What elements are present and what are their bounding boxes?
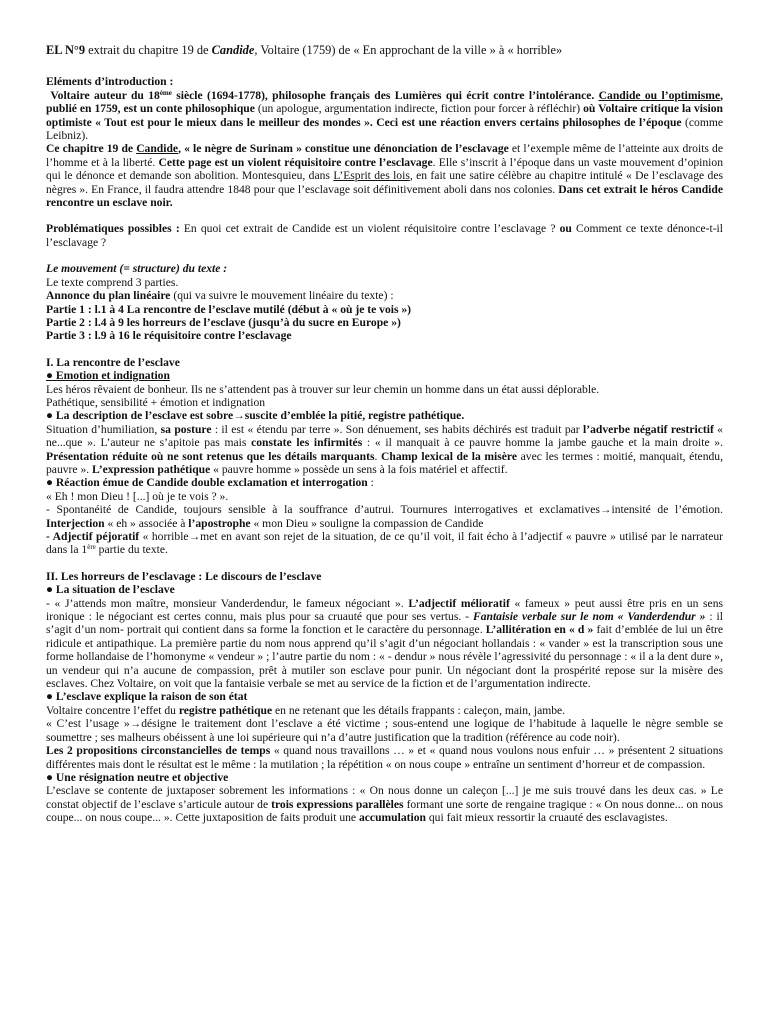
section-2-situation: - « J’attends mon maître, monsieur Vanderdendur, le fameux négociant ». L’adjectif mélioratif « fameux » peut aussi être pris en un sens ironique : le négociant est certes connu, mais plus pour sa cruauté que pour ses vertus. - Fantaisie verbale sur le nom « Vanderdendur » : il s’agit d’un nom- portrait qui contient dans sa forme la fonction et le caractère du personnage. L’allitération en « d » fait d’emblée de lui un être ridicule et antipathique. La première partie du nom nous apprend qu’il s’agit d’un négociant hollandais : « vander » est la transcription sous une forme hollandaise de l’homonyme « vendeur » ; l’autre partie du nom : « - dendur » nous révèle l’agressivité du personnage : « il a la dent dure », un vendeur qui n’a aucune de compassion, prêt à mutiler son esclave pour punir. Un négociant dont la prospérité repose sur la misère des esclaves. Chez Voltaire, on voit que la fantaisie verbale se met au service de la fiction et de l’argumentation indirecte. (46, 596, 724, 691)
section-2-sub-3: ● Une résignation neutre et objective (46, 770, 229, 784)
section-2-sub-1: ● La situation de l’esclave (46, 583, 175, 597)
section-2-registre: Voltaire concentre l’effet du registre pathétique en ne retenant que les détails frappants : caleçon, main, jambe. (46, 703, 566, 717)
section-2-propositions: Les 2 propositions circonstancielles de temps « quand nous travaillons … » et « quand nous voulons nous enfuir … » présentent 2 situations différentes mais dont le résultat est le même : la mutilation ; la répétition « on nous coupe » entraîne un sentiment d’horreur et de compassion. (46, 744, 723, 771)
section-1-heading: I. La rencontre de l’esclave (46, 355, 180, 369)
document-title: EL N°9 extrait du chapitre 19 de Candide, Voltaire (1759) de « En approchant de la ville » à « horrible» (46, 43, 563, 57)
arrow-right-icon: → (599, 503, 612, 517)
section-1-description: Situation d’humiliation, sa posture : il est « étendu par terre ». Son dénuement, ses habits déchirés est traduit par l’adverbe négatif restrictif « ne...que ». L’auteur ne s’apitoie pas mais constate les infirmités : « il manquait à ce pauvre homme la jambe gauche et la main droite ». Présentation réduite où ne sont retenus que les détails marquants. Champ lexical de la misère avec les termes : moitié, manquait, étendu, pauvre ». L’expression pathétique « pauvre homme » possède un sens à la fois matériel et affectif. (46, 422, 723, 476)
section-1-sub-2: ● La description de l’esclave est sobre→suscite d’emblée la pitié, registre pathétique. (46, 409, 465, 423)
intro-paragraph-2: Ce chapitre 19 de Candide, « le nègre de Surinam » constitue une dénonciation de l’esclavage et l’exemple même de l’atteinte aux droits de l’homme et à la liberté. Cette page est un violent réquisitoire contre l’esclavage. Elle s’inscrit à l’époque dans un vaste mouvement d’opinion qui le dénonce et demande son abolition. Montesquieu, dans L’Esprit des lois, en fait une satire célèbre au chapitre intitulé « De l’esclavage des nègres ». En France, il faudra attendre 1848 pour que l’esclavage soit définitivement aboli dans nos colonies. Dans cet extrait le héros Candide rencontre un esclave noir. (46, 142, 723, 210)
section-2-usage: « C’est l’usage »→désigne le traitement dont l’esclave a été victime ; sous-entend une logique de l’habitude à laquelle le nègre semble se soumettre ; ses malheurs obéissent à une loi supérieure qui n’a d’autre justification que la tradition (référence au code noir). (46, 717, 723, 744)
plan-part-1: Partie 1 : l.1 à 4 La rencontre de l’esclave mutilé (début à « où je te vois ») (46, 302, 412, 316)
intro-paragraph-1: Voltaire auteur du 18ème siècle (1694-1778), philosophe français des Lumières qui écrit contre l’intolérance. Candide ou l’optimisme, publié en 1759, est un conte philosophique (un apologue, argumentation indirecte, fiction pour forcer à réfléchir) où Voltaire critique la vision optimiste « Tout est pour le mieux dans le meilleur des mondes ». Ceci est une réaction envers certains philosophes de l’époque (comme Leibniz). (46, 88, 723, 143)
arrow-right-icon: → (233, 409, 245, 423)
section-1-sub-1: ● Emotion et indignation (46, 369, 170, 383)
section-2-resignation: L’esclave se contente de juxtaposer sobrement les informations : « On nous donne un caleçon [...] je me suis trouvé dans les deux cas. » Le constat objectif de l’esclave s’articule autour de trois expressions parallèles formant une sorte de rengaine tragique : « On nous donne... on nous coupe... on nous coupe... ». Cette juxtaposition de faits produit une accumulation qui fait mieux ressortir la cruauté des esclavagistes. (46, 784, 724, 825)
section-1-quote: « Eh ! mon Dieu ! [...] où je te vois ? ». (46, 489, 229, 503)
annonce-plan: Annonce du plan linéaire (qui va suivre le mouvement linéaire du texte) : (46, 289, 394, 303)
section-1-text-1: Les héros rêvaient de bonheur. Ils ne s’attendent pas à trouver sur leur chemin un homme dans un état aussi déplorable. (46, 382, 600, 396)
problematique: Problématiques possibles : En quoi cet extrait de Candide est un violent réquisitoire contre l’esclavage ? ou Comment ce texte dénonce-t-il l’esclavage ? (46, 222, 723, 249)
section-2-heading: II. Les horreurs de l’esclavage : Le discours de l’esclave (46, 569, 322, 583)
plan-part-2: Partie 2 : l.4 à 9 les horreurs de l’esclave (jusqu’à du sucre en Europe ») (46, 315, 401, 329)
section-1-adjectif: - Adjectif péjoratif « horrible→met en avant son rejet de la situation, de ce qu’il voit, il fait écho à l’adjectif « pauvre » utilisé par le narrateur dans la 1ère partie du texte. (46, 530, 723, 557)
section-1-sub-3: ● Réaction émue de Candide double exclamation et interrogation : (46, 476, 374, 490)
arrow-right-icon: → (188, 530, 201, 543)
mouvement-heading: Le mouvement (= structure) du texte : (46, 262, 228, 276)
intro-heading: Eléments d’introduction : (46, 75, 174, 89)
section-1-text-2: Pathétique, sensibilité + émotion et indignation (46, 395, 266, 409)
arrow-right-icon: → (129, 717, 142, 731)
mouvement-intro: Le texte comprend 3 parties. (46, 275, 179, 289)
section-2-sub-2: ● L’esclave explique la raison de son état (46, 690, 248, 704)
plan-part-3: Partie 3 : l.9 à 16 le réquisitoire contre l’esclavage (46, 329, 292, 343)
section-1-spontaneite: - Spontanéité de Candide, toujours sensible à la souffrance d’autrui. Tournures interrogatives et exclamatives→intensité de l’émotion. Interjection « eh » associée à l’apostrophe « mon Dieu » souligne la compassion de Candide (46, 503, 723, 530)
